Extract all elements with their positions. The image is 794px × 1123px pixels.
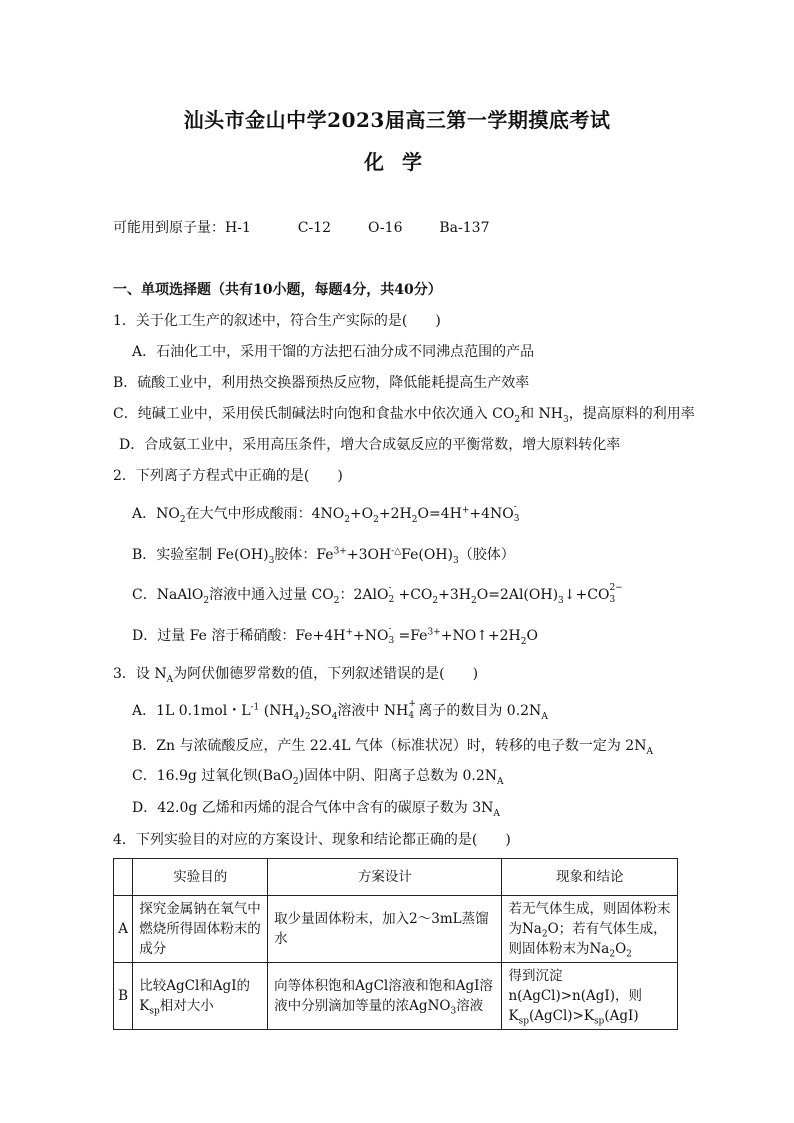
t: ：2AlO (339, 587, 389, 603)
sub: A (497, 776, 504, 787)
stack (609, 585, 623, 605)
sub: sp (518, 1016, 529, 1027)
stack (388, 626, 398, 646)
sup: - (513, 502, 517, 512)
cell-goal: 探究金属钠在氧气中燃烧所得固体粉末的成分 (133, 896, 268, 963)
sub: 2 (179, 514, 186, 525)
t: 溶液中 NH (337, 703, 409, 719)
experiment-table (113, 858, 678, 1030)
exam-subject: 化学 (364, 150, 440, 174)
t: A．NO (132, 506, 180, 522)
t: +NO↑+2H (440, 628, 521, 644)
sub: A (493, 808, 500, 819)
t: 3．设 N (113, 666, 167, 682)
q1-option-b: B．硫酸工业中，利用热交换器预热反应物，降低能耗提高生产效率 (113, 375, 530, 391)
sup: 3+ (333, 546, 347, 557)
cell-result (502, 896, 678, 963)
cell-result (502, 963, 678, 1030)
t: O (526, 628, 538, 644)
sup: -1 (250, 702, 260, 713)
t: )固体中阴、阳离子总数为 0.2N (298, 768, 498, 784)
t: 离子的数目为 0.2N (418, 703, 542, 719)
atomic-mass-o: O-16 (367, 220, 403, 236)
t: B．实验室制 Fe(OH) (132, 547, 269, 563)
t: +2H (378, 506, 412, 522)
q3-option-a (132, 701, 548, 721)
stack (408, 701, 418, 721)
sup: 2− (609, 583, 623, 593)
t: =Fe (398, 628, 428, 644)
sub: 3 (452, 555, 459, 566)
sub: 2 (388, 595, 395, 605)
sub: 2 (304, 711, 311, 722)
atomic-masses (113, 218, 489, 238)
t: +3H (438, 587, 471, 603)
sub: 3 (513, 514, 520, 524)
sub: 3 (268, 555, 275, 566)
sub: 3 (563, 414, 569, 425)
t: O=4H (417, 506, 462, 522)
sub: 2 (333, 595, 340, 606)
t: (NH (259, 703, 294, 719)
q1-c-text-2: 和 NH (520, 406, 564, 422)
table-header: 实验目的 (133, 859, 268, 896)
sub: 2 (626, 949, 632, 960)
t: O (615, 941, 627, 957)
q4-stem: 4．下列实验目的对应的方案设计、现象和结论都正确的是( ) (113, 832, 511, 848)
sub: 4 (331, 711, 338, 722)
table-header: 现象和结论 (502, 859, 678, 896)
t: A．1L 0.1mol・L (132, 703, 251, 719)
sub: 2 (609, 949, 616, 960)
t: O；若有气体生成，则固体粉末为Na (508, 921, 667, 957)
sub: 2 (470, 595, 477, 606)
table-header (114, 859, 133, 896)
t: Fe(OH) (401, 547, 453, 563)
t: ) (299, 703, 305, 719)
sub: 2 (373, 514, 379, 525)
sup: - (388, 624, 392, 634)
q2-option-b (132, 545, 515, 565)
table-header-row (114, 859, 678, 896)
cell-design: 取少量固体粉末，加入2～3mL蒸馏水 (268, 896, 502, 963)
sub: 2 (292, 776, 299, 787)
t: 溶液 (456, 998, 484, 1014)
row-label: B (114, 963, 133, 1030)
t: 若无气体生成，则固体粉末为Na (508, 901, 671, 937)
sub: A (541, 711, 548, 722)
sub: 3 (388, 636, 395, 646)
t: 在大气中形成酸雨：4NO (185, 506, 345, 522)
sub: 3 (450, 1006, 457, 1017)
t: +NO (353, 628, 389, 644)
sub: 2 (514, 414, 521, 425)
t: D．过量 Fe 溶于稀硝酸：Fe+4H (132, 628, 346, 644)
t: （胶体） (458, 547, 515, 563)
t: (AgI) (604, 1008, 639, 1024)
t: C．NaAlO (132, 587, 204, 603)
t: 向等体积饱和AgCl溶液和饱和AgI溶液中分别滴加等量的浓AgNO (274, 978, 493, 1014)
exam-title: 汕头市金山中学2023届高三第一学期摸底考试 (183, 108, 611, 132)
sub: 2 (344, 514, 350, 525)
t: O=2Al(OH) (476, 587, 559, 603)
sub: 2 (541, 929, 548, 940)
sub: 4 (408, 711, 415, 721)
t: +3OH (346, 547, 392, 563)
stack (514, 504, 524, 524)
sup: + (461, 505, 470, 516)
sup: - (391, 546, 395, 557)
t: SO (310, 703, 332, 719)
t: 胶体：Fe (274, 547, 334, 563)
sub: 2 (520, 636, 527, 647)
t: B．Zn 与浓硫酸反应，产生 22.4L 气体（标准状况）时，转移的电子数一定为 2N (132, 738, 647, 754)
t: 相对大小 (159, 998, 214, 1014)
q2-option-a (132, 504, 524, 524)
t: +4NO (469, 506, 514, 522)
atomic-mass-ba: Ba-137 (439, 220, 490, 236)
sup: + (408, 699, 416, 709)
t: ↓+CO (563, 587, 610, 603)
t: 为阿伏伽德罗常数的值，下列叙述错误的是( ) (173, 666, 479, 682)
sub: 2 (203, 595, 210, 606)
sub: 4 (293, 711, 300, 722)
sub: sp (149, 1006, 160, 1017)
t: 溶液中通入过量 CO (209, 587, 334, 603)
t: C．16.9g 过氧化钡(BaO (132, 768, 293, 784)
q1-option-d: D．合成氨工业中，采用高压条件，增大合成氨反应的平衡常数，增大原料转化率 (119, 437, 621, 453)
sup: - (388, 583, 392, 593)
table-header: 方案设计 (268, 859, 502, 896)
sub: A (646, 746, 653, 757)
q2-option-d (132, 626, 538, 646)
q1-option-a: A．石油化工中，采用干馏的方法把石油分成不同沸点范围的产品 (132, 344, 535, 360)
sub: 3 (558, 595, 564, 606)
cell-goal (133, 963, 268, 1030)
q2-option-c (132, 585, 623, 605)
q3-option-d (132, 798, 500, 818)
q3-option-c (132, 766, 504, 786)
heat-icon: △ (394, 546, 402, 557)
sup: + (345, 627, 353, 638)
sub: 2 (411, 514, 418, 525)
sub: 2 (432, 595, 439, 606)
t: +O (349, 506, 374, 522)
q1-c-text-1: C．纯碱工业中，采用侯氏制碱法时向饱和食盐水中依次通入 CO (113, 406, 515, 422)
t: D．42.0g 乙烯和丙烯的混合气体中含有的碳原子数为 3N (132, 800, 494, 816)
t: 得到沉淀n(AgCl)>n(AgI)，则K (508, 968, 643, 1024)
q3-stem (113, 664, 478, 684)
cell-design (268, 963, 502, 1030)
stack (388, 585, 398, 605)
q1-option-c (113, 404, 695, 424)
sub: 3 (609, 595, 616, 605)
t: 比较AgCl和AgI的K (139, 978, 251, 1014)
section-heading: 一、单项选择题（共有10小题，每题4分，共40分） (113, 282, 442, 298)
sub: A (166, 674, 174, 685)
t: (AgCl)>K (528, 1008, 594, 1024)
q2-stem: 2．下列离子方程式中正确的是( ) (113, 468, 343, 484)
row-label: A (114, 896, 133, 963)
q1-stem: 1．关于化工生产的叙述中，符合生产实际的是( ) (113, 313, 441, 329)
sup: 3+ (427, 627, 441, 638)
sub: sp (593, 1016, 605, 1027)
q1-c-text-3: ，提高原料的利用率 (568, 406, 695, 422)
atomic-masses-label: 可能用到原子量：H-1 (113, 220, 251, 236)
table-row (114, 896, 678, 963)
atomic-mass-c: C-12 (297, 220, 332, 236)
t: +CO (398, 587, 433, 603)
q3-option-b (132, 736, 653, 756)
table-row (114, 963, 678, 1030)
